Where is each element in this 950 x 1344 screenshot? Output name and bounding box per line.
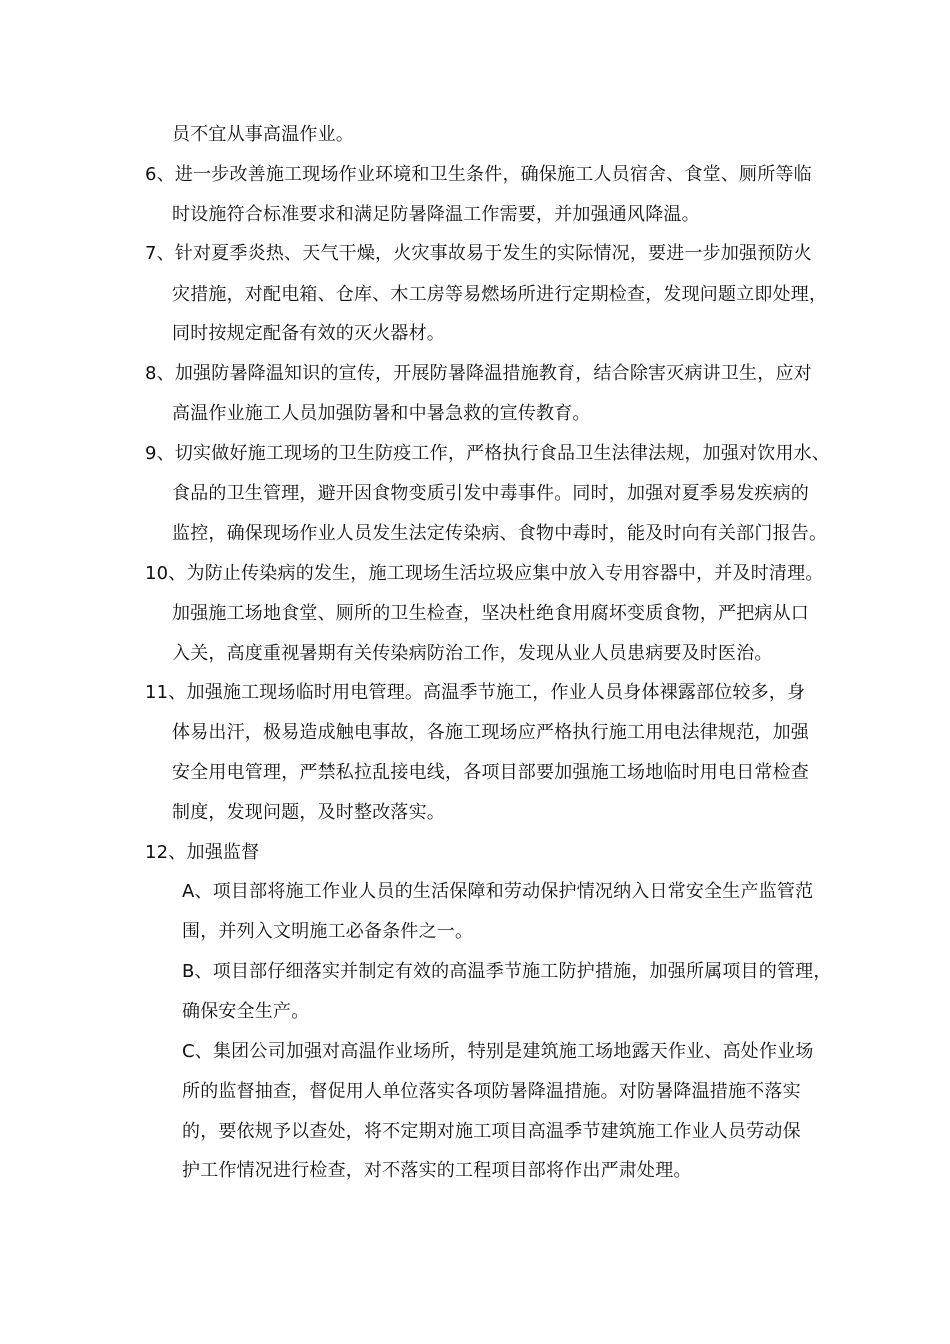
text-line: 入关，高度重视暑期有关传染病防治工作，发现从业人员患病要及时医治。 (172, 643, 773, 664)
text-line: 11、加强施工现场临时用电管理。高温季节施工，作业人员身体裸露部位较多，身 (145, 682, 806, 703)
text-line: A、项目部将施工作业人员的生活保障和劳动保护情况纳入日常安全生产监管范 (182, 881, 814, 902)
text-line: 所的监督抽查，督促用人单位落实各项防暑降温措施。对防暑降温措施不落实 (182, 1081, 801, 1102)
text-line: 高温作业施工人员加强防暑和中暑急救的宣传教育。 (172, 403, 591, 424)
text-line: 加强施工场地食堂、厕所的卫生检查，坚决杜绝食用腐坏变质食物，严把病从口 (172, 603, 809, 624)
text-line: 制度，发现问题，及时整改落实。 (172, 802, 445, 823)
text-line: 6、进一步改善施工现场作业环境和卫生条件，确保施工人员宿舍、食堂、厕所等临 (145, 164, 812, 185)
text-line: 确保安全生产。 (182, 1001, 310, 1022)
text-line: C、集团公司加强对高温作业场所，特别是建筑施工场地露天作业、高处作业场 (182, 1041, 814, 1062)
text-line: 的，要依规予以查处，将不定期对施工项目高温季节建筑施工作业人员劳动保 (182, 1121, 801, 1142)
text-line: 监控，确保现场作业人员发生法定传染病、食物中毒时，能及时向有关部门报告。 (172, 523, 828, 544)
text-line: 食品的卫生管理，避开因食物变质引发中毒事件。同时，加强对夏季易发疾病的 (172, 483, 809, 504)
text-line: 9、切实做好施工现场的卫生防疫工作，严格执行食品卫生法律法规，加强对饮用水、 (145, 443, 831, 464)
text-line: 体易出汗，极易造成触电事故，各施工现场应严格执行施工用电法律规范，加强 (172, 722, 809, 743)
text-line: B、项目部仔细落实并制定有效的高温季节施工防护措施，加强所属项目的管理， (182, 961, 832, 982)
text-line: 员不宜从事高温作业。 (172, 124, 354, 145)
text-line: 时设施符合标准要求和满足防暑降温工作需要，并加强通风降温。 (172, 204, 700, 225)
text-line: 10、为防止传染病的发生，施工现场生活垃圾应集中放入专用容器中，并及时清理。 (145, 563, 824, 584)
text-line: 12、加强监督 (145, 842, 260, 863)
text-line: 7、针对夏季炎热、天气干燥，火灾事故易于发生的实际情况，要进一步加强预防火 (145, 243, 812, 264)
text-line: 8、加强防暑降温知识的宣传，开展防暑降温措施教育，结合除害灭病讲卫生，应对 (145, 363, 812, 384)
text-line: 灾措施，对配电箱、仓库、木工房等易燃场所进行定期检查，发现问题立即处理， (172, 284, 828, 305)
text-line: 安全用电管理，严禁私拉乱接电线，各项目部要加强施工场地临时用电日常检查 (172, 762, 809, 783)
text-line: 围，并列入文明施工必备条件之一。 (182, 921, 474, 942)
text-line: 护工作情况进行检查，对不落实的工程项目部将作出严肃处理。 (182, 1160, 692, 1181)
text-line: 同时按规定配备有效的灭火器材。 (172, 323, 445, 344)
